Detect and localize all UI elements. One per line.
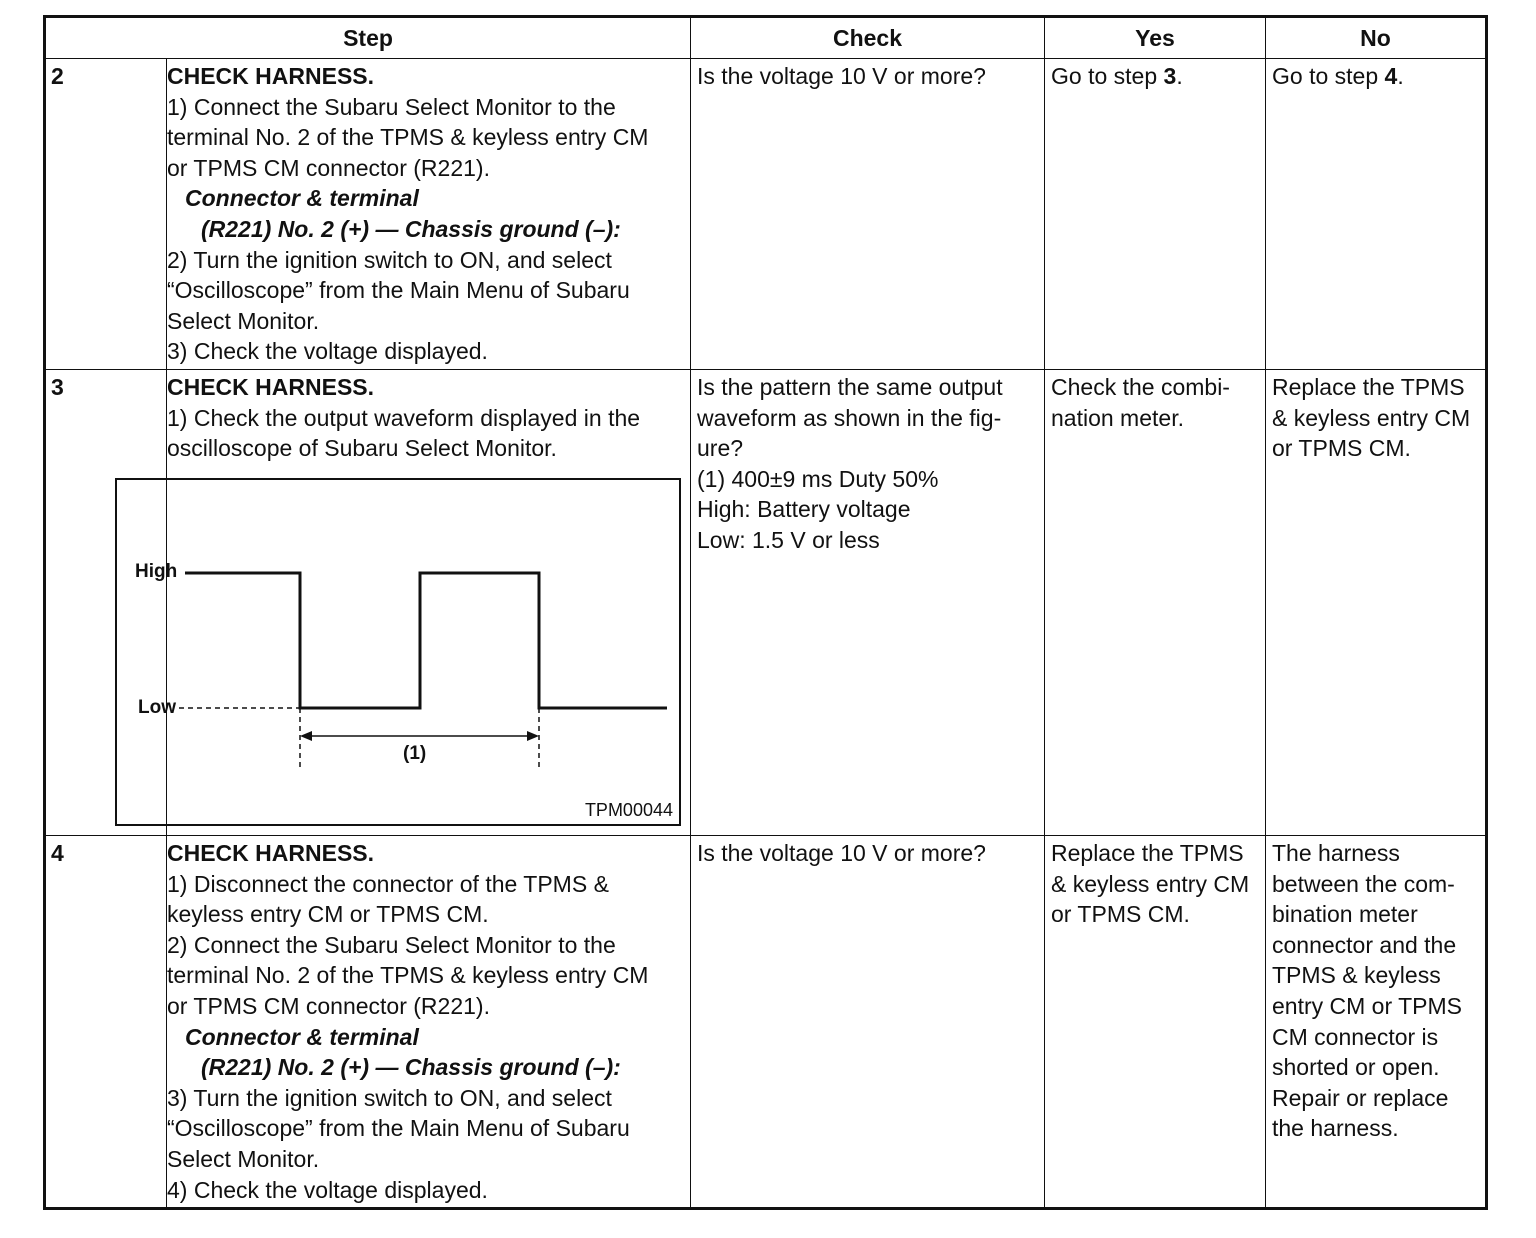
waveform-diagram bbox=[117, 480, 679, 824]
step-title: CHECK HARNESS. bbox=[167, 840, 375, 866]
step-line: “Oscilloscope” from the Main Menu of Subaru bbox=[167, 277, 630, 304]
check-line: ure? bbox=[697, 435, 744, 462]
step-line: “Oscilloscope” from the Main Menu of Subaru bbox=[167, 1115, 630, 1142]
yes-cell bbox=[1045, 836, 1266, 1209]
check-line: Is the pattern the same output bbox=[697, 374, 1003, 400]
connector-label: Connector & terminal bbox=[185, 1023, 419, 1050]
high-label: High bbox=[135, 560, 178, 582]
step-line: 3) Turn the ignition switch to ON, and select bbox=[167, 1084, 612, 1111]
step-title: CHECK HARNESS. bbox=[167, 374, 375, 400]
no-text bbox=[1272, 61, 1479, 92]
yes-line: Replace the TPMS bbox=[1051, 840, 1244, 866]
connector-label: Connector & terminal bbox=[185, 185, 419, 212]
yes-text bbox=[1051, 61, 1259, 92]
check-line: waveform as shown in the fig- bbox=[697, 404, 1002, 431]
no-line: CM connector is bbox=[1272, 1023, 1439, 1050]
check-text: Is the voltage 10 V or more? bbox=[697, 63, 986, 89]
no-cell bbox=[1266, 836, 1487, 1209]
no-line: the harness. bbox=[1272, 1115, 1399, 1142]
check-cell bbox=[691, 59, 1045, 370]
step-instructions bbox=[135, 370, 691, 836]
check-line: Low: 1.5 V or less bbox=[697, 526, 880, 553]
table-row-step-4 bbox=[45, 836, 1487, 1209]
header-step: Step bbox=[45, 17, 691, 59]
check-text: Is the voltage 10 V or more? bbox=[697, 840, 986, 866]
step-title: CHECK HARNESS. bbox=[167, 63, 375, 89]
arrow-head-right bbox=[527, 731, 539, 741]
step-line: keyless entry CM or TPMS CM. bbox=[167, 901, 489, 928]
low-label: Low bbox=[138, 696, 176, 718]
step-line: 2) Turn the ignition switch to ON, and select bbox=[167, 246, 612, 273]
table-row-step-3 bbox=[45, 370, 1487, 836]
no-cell bbox=[1266, 59, 1487, 370]
no-line: TPMS & keyless bbox=[1272, 962, 1441, 989]
step-line: 1) Check the output waveform displayed in the bbox=[167, 404, 641, 431]
no-prefix: Go to step bbox=[1272, 63, 1385, 89]
step-line: Select Monitor. bbox=[167, 307, 320, 334]
no-line: between the com- bbox=[1272, 870, 1455, 897]
no-step-link: 4 bbox=[1384, 63, 1398, 89]
header-row bbox=[45, 17, 1487, 59]
step-number: 2 bbox=[45, 59, 167, 370]
yes-line: & keyless entry CM bbox=[1051, 870, 1250, 897]
yes-step-link: 3 bbox=[1163, 63, 1177, 89]
check-cell bbox=[691, 370, 1045, 836]
no-cell bbox=[1266, 370, 1487, 836]
step-line: 1) Disconnect the connector of the TPMS & bbox=[167, 870, 609, 897]
yes-cell bbox=[1045, 59, 1266, 370]
no-line: bination meter bbox=[1272, 901, 1418, 928]
step-number: 3 bbox=[45, 370, 167, 836]
figure-code: TPM00044 bbox=[584, 799, 673, 820]
waveform-figure bbox=[115, 478, 681, 826]
step-instructions bbox=[167, 836, 691, 1209]
step-line: 3) Check the voltage displayed. bbox=[167, 338, 488, 365]
no-line: shorted or open. bbox=[1272, 1054, 1440, 1081]
connector-value: (R221) No. 2 (+) — Chassis ground (–): bbox=[201, 1054, 621, 1081]
no-line: connector and the bbox=[1272, 931, 1457, 958]
no-line: Repair or replace bbox=[1272, 1084, 1449, 1111]
step-line: or TPMS CM connector (R221). bbox=[167, 154, 490, 181]
connector-value: (R221) No. 2 (+) — Chassis ground (–): bbox=[201, 215, 621, 242]
yes-line: nation meter. bbox=[1051, 404, 1184, 431]
step-line: terminal No. 2 of the TPMS & keyless entry CM bbox=[167, 124, 649, 151]
step-instructions bbox=[167, 59, 691, 370]
step-number: 4 bbox=[45, 836, 167, 1209]
step-line: oscilloscope of Subaru Select Monitor. bbox=[167, 435, 557, 462]
no-line: entry CM or TPMS bbox=[1272, 992, 1462, 1019]
no-line: Replace the TPMS bbox=[1272, 374, 1465, 400]
no-line: or TPMS CM. bbox=[1272, 435, 1411, 462]
yes-prefix: Go to step bbox=[1051, 63, 1164, 89]
arrow-head-left bbox=[300, 731, 312, 741]
step-line: 2) Connect the Subaru Select Monitor to the bbox=[167, 931, 616, 958]
step-line: 4) Check the voltage displayed. bbox=[167, 1176, 488, 1203]
yes-suffix: . bbox=[1176, 63, 1183, 89]
yes-line: Check the combi- bbox=[1051, 374, 1230, 400]
check-cell bbox=[691, 836, 1045, 1209]
check-line: (1) 400±9 ms Duty 50% bbox=[697, 465, 939, 492]
yes-cell bbox=[1045, 370, 1266, 836]
header-check: Check bbox=[691, 17, 1045, 59]
troubleshooting-table bbox=[43, 15, 1488, 1210]
period-label: (1) bbox=[403, 742, 427, 764]
step-line: or TPMS CM connector (R221). bbox=[167, 992, 490, 1019]
step-line: 1) Connect the Subaru Select Monitor to the bbox=[167, 93, 616, 120]
step-line: Select Monitor. bbox=[167, 1145, 320, 1172]
step-line: terminal No. 2 of the TPMS & keyless entry CM bbox=[167, 962, 649, 989]
no-line: The harness bbox=[1272, 840, 1400, 866]
yes-line: or TPMS CM. bbox=[1051, 901, 1190, 928]
no-suffix: . bbox=[1397, 63, 1404, 89]
header-yes: Yes bbox=[1045, 17, 1266, 59]
check-line: High: Battery voltage bbox=[697, 496, 911, 523]
no-line: & keyless entry CM bbox=[1272, 404, 1471, 431]
table-row-step-2 bbox=[45, 59, 1487, 370]
waveform-signal bbox=[185, 573, 667, 708]
header-no: No bbox=[1266, 17, 1487, 59]
